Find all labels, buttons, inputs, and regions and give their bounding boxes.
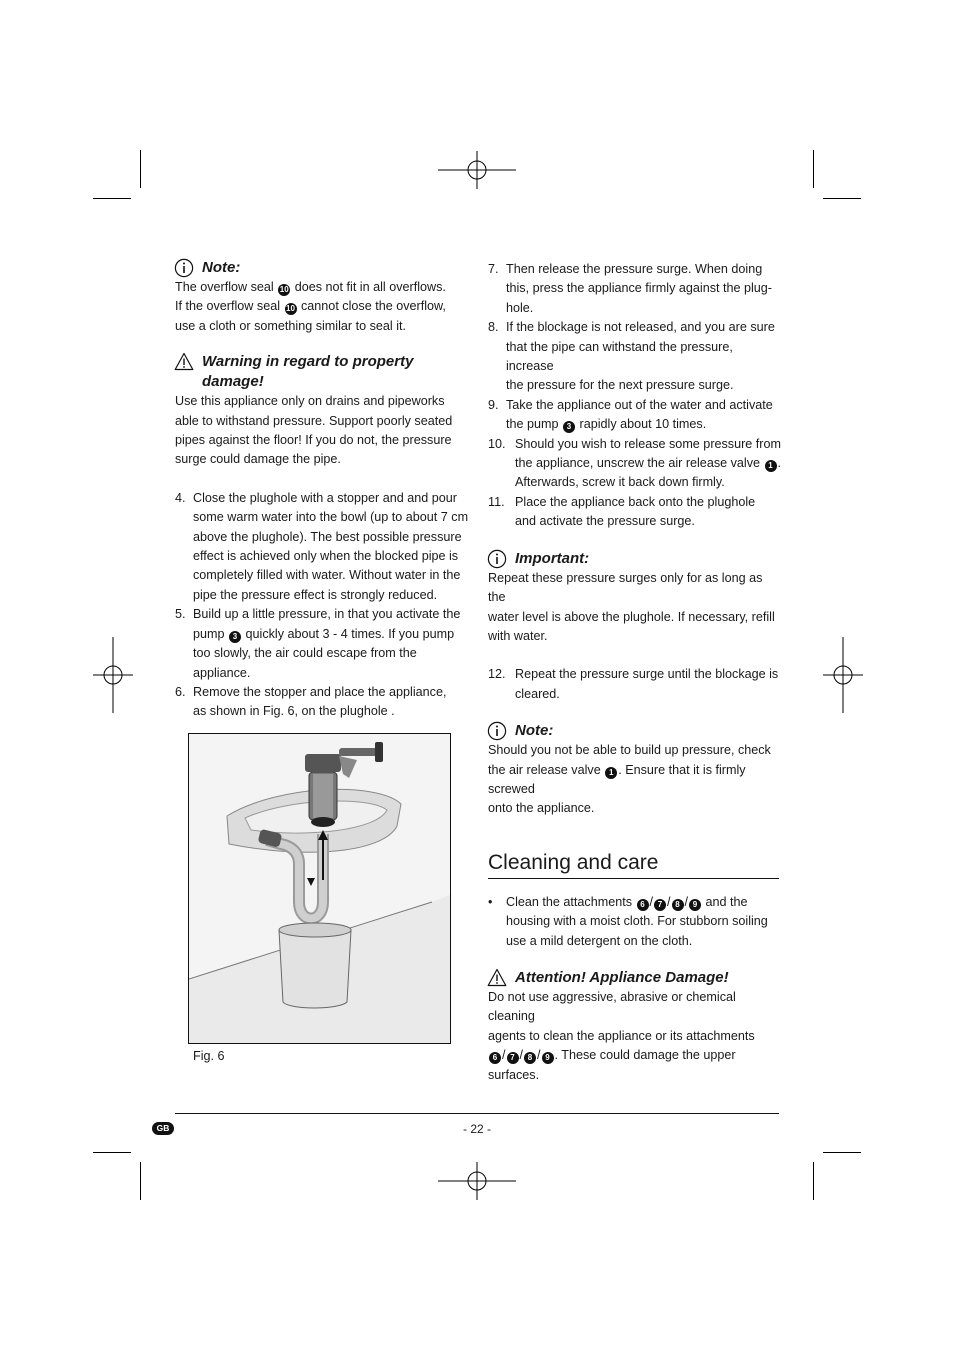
list-item: 10. Should you wish to release some pressure from the appliance, unscrew the air release valve 1 . Afterwards, screw it back down firmly. [488, 436, 782, 490]
part-number-badge: 1 [765, 460, 777, 472]
warning-text: Use this appliance only on drains and pipeworks able to withstand pressure. Support poorly seated pipes against the floor! If you do not, the pressure surge could damage the pipe. [175, 394, 453, 467]
part-number-badge: 6 [489, 1052, 501, 1064]
note-heading: Note: [488, 721, 783, 741]
crop-mark [823, 198, 861, 199]
crop-mark [140, 150, 141, 188]
list-item: 11. Place the appliance back onto the plughole and activate the pressure surge. [488, 494, 756, 529]
crop-mark [823, 1152, 861, 1153]
cleaning-heading: Cleaning and care [488, 850, 659, 874]
list-item: 8. If the blockage is not released, and you are sure that the pipe can withstand the pressure, increase the pressure for the next pressure surge. [488, 320, 775, 393]
note-text: Should you not be able to build up pressure, check the air release valve 1 . Ensure that it is firmly screwed onto the appliance. [488, 743, 771, 816]
part-number-badge: 8 [672, 899, 684, 911]
attention-heading: Attention! Appliance Damage! [488, 968, 783, 988]
info-icon [487, 549, 509, 569]
note-title: Note: [202, 259, 241, 276]
steps-list [488, 665, 783, 704]
steps-list [175, 489, 470, 722]
important-heading: Important: [488, 549, 783, 569]
part-number-badge: 3 [563, 421, 575, 433]
registration-mark [437, 150, 517, 190]
part-number-badge: 10 [286, 304, 295, 314]
list-item: 7. Then release the pressure surge. When doing this, press the appliance firmly against the plug- hole. [488, 262, 773, 315]
part-number-badge: 9 [542, 1052, 554, 1064]
attention-text: Do not use aggressive, abrasive or chemical cleaning agents to clean the appliance or its attachments 6 / 7 / 8 / 9 . These could damage the upper surfaces. [488, 989, 755, 1082]
note-text: The overflow seal 10 does not fit in all overflows. If the overflow seal 10 cannot close the overflow, use a cloth or something similar to seal it. [175, 280, 446, 333]
note-heading [175, 258, 470, 278]
part-number-badge: 10 [279, 285, 289, 294]
important-text: Repeat these pressure surges only for as long as the water level is above the plughole. If necessary, refill with water. [488, 570, 775, 643]
page-number: - 22 - [462, 1122, 491, 1136]
list-item: 9. Take the appliance out of the water and activate the pump 3 rapidly about 10 times. [488, 397, 773, 432]
part-number-badge: 9 [689, 899, 701, 911]
warning-triangle-icon [487, 968, 509, 988]
language-badge: GB [152, 1122, 174, 1135]
left-column [175, 258, 470, 722]
part-number-badge: 7 [507, 1052, 519, 1064]
footer-rule [175, 1113, 779, 1114]
part-number-badge: 1 [605, 767, 617, 779]
right-column [488, 260, 783, 1085]
warning-heading: Warning in regard to property damage! [175, 352, 470, 392]
list-item: 6. Remove the stopper and place the appliance, as shown in Fig. 6, on the plughole . [175, 684, 447, 719]
info-icon [487, 721, 509, 741]
info-icon [174, 258, 196, 278]
crop-mark [813, 1162, 814, 1200]
warning-triangle-icon [174, 352, 196, 372]
registration-mark [93, 637, 133, 713]
list-item: 12. Repeat the pressure surge until the blockage is cleared. [488, 667, 779, 701]
registration-mark [437, 1162, 517, 1200]
list-item: 4. Close the plughole with a stopper and and pour some warm water into the bowl (up to about 7 cm above the plughole). The best possible pressure effect is achieved only when the blocked pipe is completely filled with water. Without water in the pipe the pressure effect is strongly reduced. [175, 490, 469, 602]
part-number-badge: 3 [229, 631, 241, 643]
part-number-badge: 7 [654, 899, 666, 911]
crop-mark [813, 150, 814, 188]
plunger-illustration [189, 734, 451, 1044]
figure-caption: Fig. 6 [193, 1049, 225, 1063]
section-heading [488, 849, 779, 879]
part-number-badge: 8 [524, 1052, 536, 1064]
steps-list [488, 260, 783, 532]
crop-mark [140, 1162, 141, 1200]
list-item: 5. Build up a little pressure, in that you activate the pump 3 quickly about 3 - 4 times. If you pump too slowly, the air could escape from the appliance. [175, 607, 461, 680]
part-number-badge: 6 [637, 899, 649, 911]
list-item: • Clean the attachments 6 / 7 / 8 / 9 and the housing with a moist cloth. For stubborn soiling use a mild detergent on the cloth. [488, 894, 768, 948]
figure-6 [188, 733, 451, 1044]
bullet-list [488, 893, 783, 951]
crop-mark [93, 1152, 131, 1153]
crop-mark [93, 198, 131, 199]
registration-mark [823, 637, 863, 713]
